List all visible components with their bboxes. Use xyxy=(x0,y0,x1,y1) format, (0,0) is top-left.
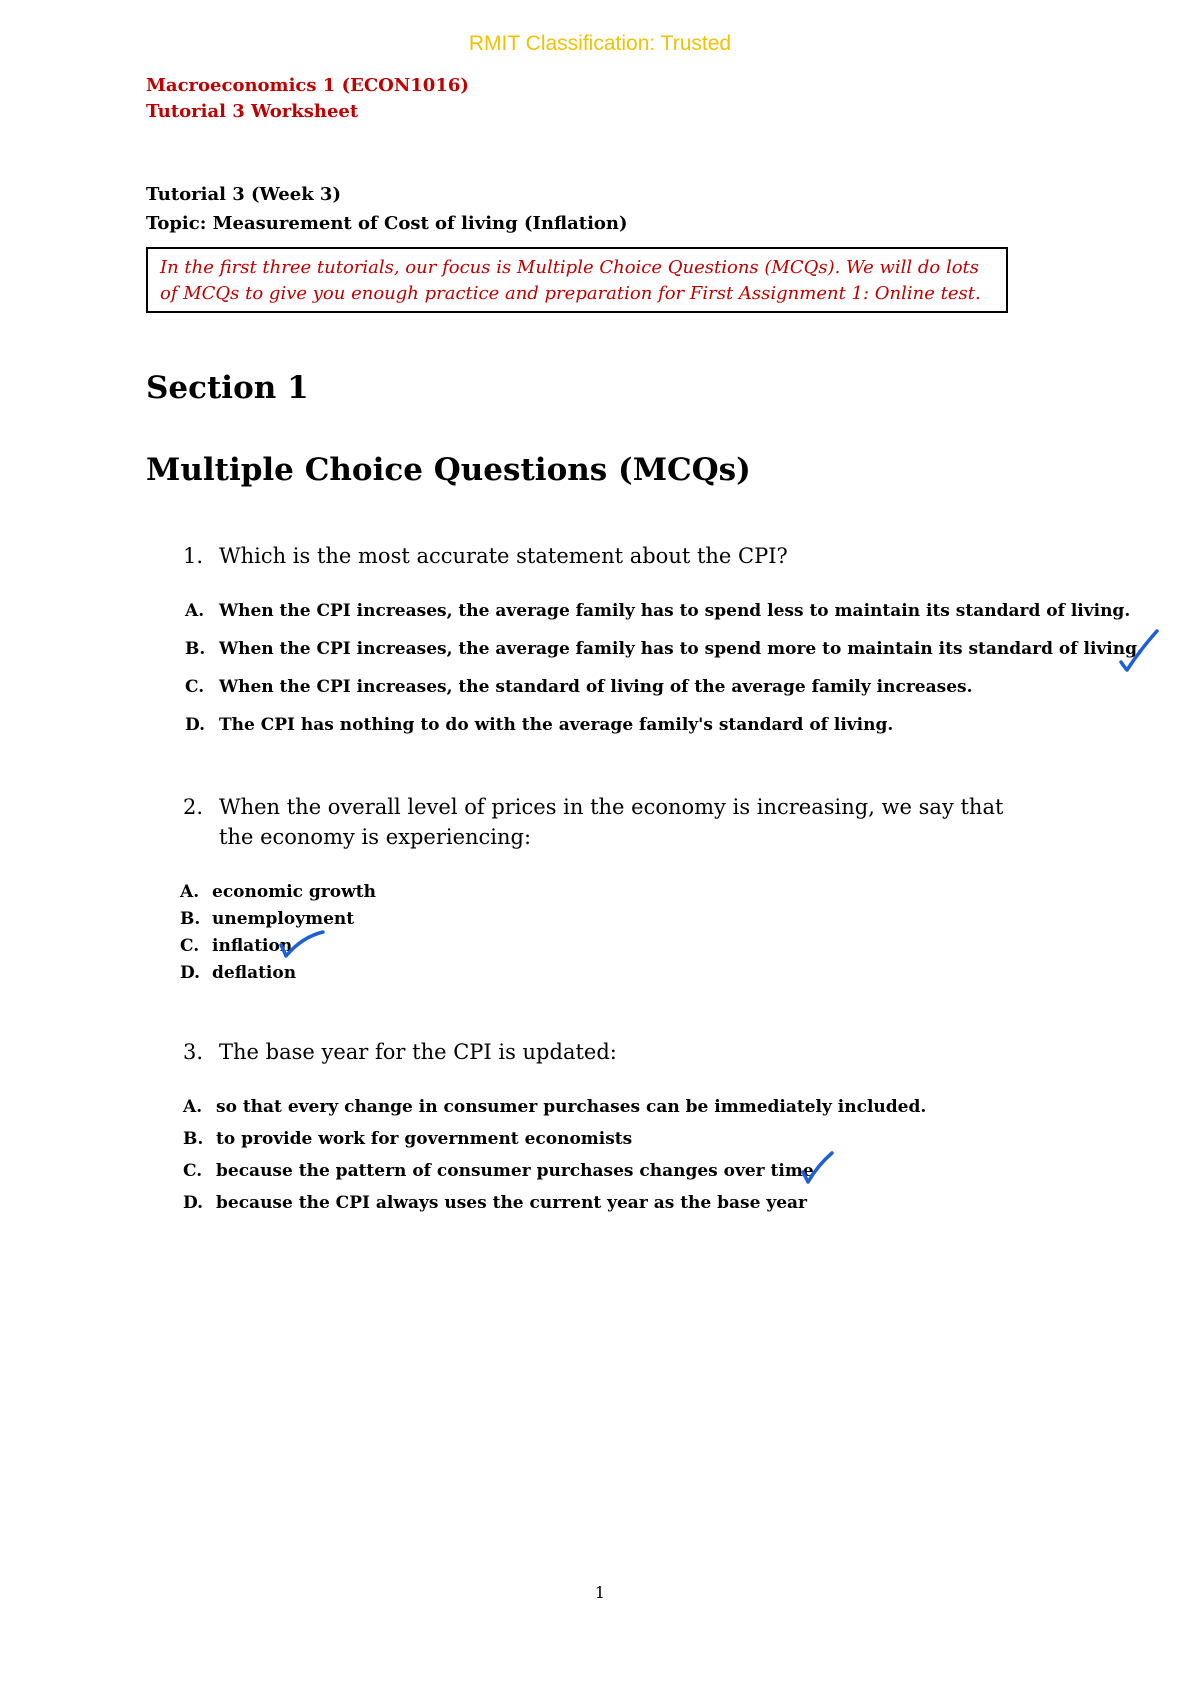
option-text: to provide work for government economists xyxy=(216,1129,633,1149)
option-letter: D. xyxy=(183,1193,204,1213)
question-number: 3. xyxy=(183,1040,204,1064)
option-text: inflation xyxy=(212,936,293,956)
check-mark-icon xyxy=(800,1150,836,1186)
question-text: When the overall level of prices in the economy is increasing, we say that the economy is experiencing: xyxy=(219,795,1004,849)
option-letter: B. xyxy=(180,909,201,929)
option-text: deflation xyxy=(212,963,297,983)
option-text: because the pattern of consumer purchases changes over time xyxy=(216,1161,814,1181)
question-text: Which is the most accurate statement about the CPI? xyxy=(219,544,788,568)
option-letter: B. xyxy=(183,1129,204,1149)
question-text: The base year for the CPI is updated: xyxy=(219,1040,617,1064)
option-letter: C. xyxy=(185,677,205,697)
option-text: unemployment xyxy=(212,909,355,929)
tutorial-topic: Topic: Measurement of Cost of living (Inflation) xyxy=(146,213,628,234)
course-header xyxy=(146,73,469,125)
question-number: 2. xyxy=(183,795,204,819)
option-text: When the CPI increases, the average family has to spend more to maintain its standard of living. xyxy=(219,639,1143,659)
option-letter: C. xyxy=(180,936,200,956)
option-letter: C. xyxy=(183,1161,203,1181)
option-letter: D. xyxy=(185,715,206,735)
note-box: In the first three tutorials, our focus is Multiple Choice Questions (MCQs). We will do lots of MCQs to give you enough practice and preparation for First Assignment 1: Online test. xyxy=(146,247,1008,313)
option-text: When the CPI increases, the average family has to spend less to maintain its standard of living. xyxy=(219,601,1131,621)
option-text: The CPI has nothing to do with the average family's standard of living. xyxy=(219,715,894,735)
check-mark-icon xyxy=(1118,628,1160,672)
course-title: Macroeconomics 1 (ECON1016) xyxy=(146,75,469,96)
mcq-heading: Multiple Choice Questions (MCQs) xyxy=(146,452,751,488)
option-text: because the CPI always uses the current year as the base year xyxy=(216,1193,808,1213)
option-letter: A. xyxy=(183,1097,203,1117)
worksheet-title: Tutorial 3 Worksheet xyxy=(146,101,359,122)
tutorial-title: Tutorial 3 (Week 3) xyxy=(146,184,341,205)
question-number: 1. xyxy=(183,544,204,568)
section-title: Section 1 xyxy=(146,370,309,406)
option-letter: B. xyxy=(185,639,206,659)
option-letter: D. xyxy=(180,963,201,983)
option-letter: A. xyxy=(185,601,205,621)
tutorial-heading xyxy=(146,180,628,238)
option-text: so that every change in consumer purchases can be immediately included. xyxy=(216,1097,927,1117)
check-mark-icon xyxy=(278,929,326,959)
option-text: When the CPI increases, the standard of living of the average family increases. xyxy=(219,677,973,697)
classification-label: RMIT Classification: Trusted xyxy=(468,32,732,55)
option-text: economic growth xyxy=(212,882,376,902)
option-letter: A. xyxy=(180,882,200,902)
page-number: 1 xyxy=(594,1583,606,1602)
